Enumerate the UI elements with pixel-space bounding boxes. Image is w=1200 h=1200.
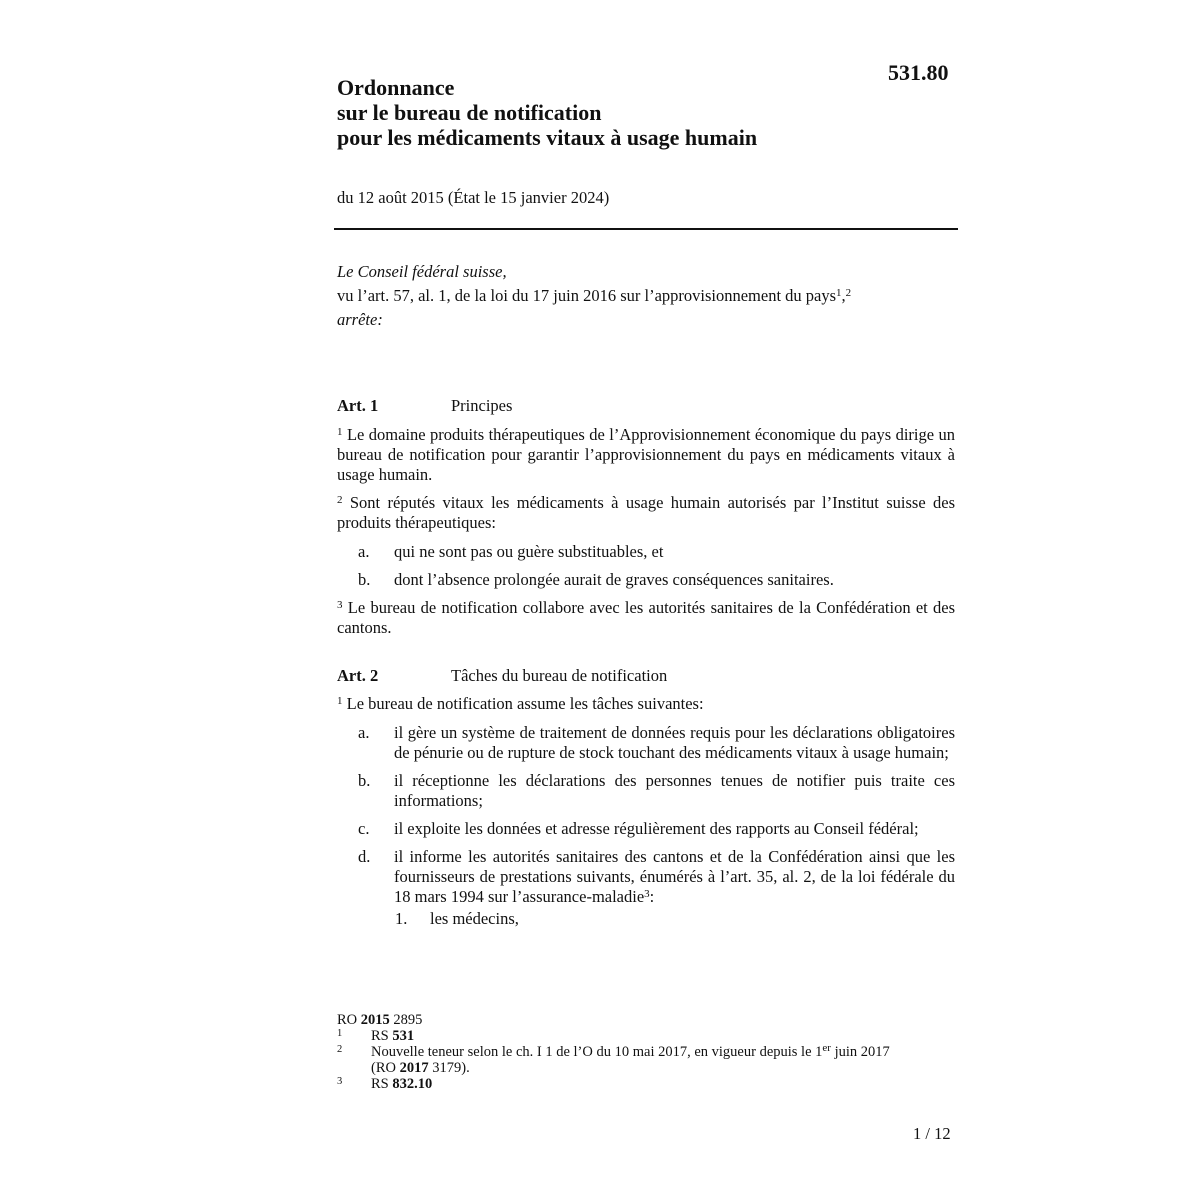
article-2-number: Art. 2 — [337, 666, 379, 685]
paragraph-number: 1 — [337, 426, 343, 438]
list-item-label: a. — [358, 723, 370, 742]
title-line-3: pour les médicaments vitaux à usage humain — [337, 125, 758, 150]
article-1-title: Principes — [451, 396, 513, 415]
preamble-authority: Le Conseil fédéral suisse, — [337, 262, 507, 281]
list-item — [337, 570, 955, 590]
footnote-2 — [337, 1044, 957, 1076]
paragraph-number: 1 — [337, 695, 343, 707]
list-item-label: c. — [358, 819, 370, 838]
footnote-ref-2[interactable]: 2 — [845, 287, 852, 299]
list-item-label: b. — [358, 771, 371, 790]
sub-list-item-text: les médecins, — [430, 909, 519, 928]
article-1-paragraph-3 — [337, 598, 955, 638]
footnote-text: RS — [371, 1028, 389, 1044]
list-item-text-tail: : — [649, 887, 655, 906]
list-item — [337, 819, 955, 839]
footnote-ref-1[interactable]: 1 — [836, 287, 842, 299]
paragraph-text: Le domaine produits thérapeutiques de l’Approvisionnement économique du pays dirige un bureau de notification pour garantir l’approvisionnement du pays en médicaments vitaux à usage humain. — [337, 425, 956, 484]
paragraph-text: Le bureau de notification assume les tâches suivantes: — [346, 694, 704, 713]
list-item-text: qui ne sont pas ou guère substituables, et — [394, 542, 664, 561]
list-item — [337, 542, 955, 562]
list-item-label: a. — [358, 542, 370, 561]
paragraph-number: 2 — [337, 494, 343, 506]
list-item-label: b. — [358, 570, 371, 589]
footnote-number: 1 — [337, 1028, 343, 1039]
footnote-ref-3[interactable]: 3 — [644, 888, 650, 900]
sr-number: 531.80 — [888, 60, 949, 85]
article-1-number: Art. 1 — [337, 396, 379, 415]
sub-list-item — [337, 909, 955, 929]
footnote-3 — [337, 1076, 957, 1092]
ro-year: 2015 — [360, 1012, 390, 1028]
footnote-1 — [337, 1028, 957, 1044]
paragraph-number: 3 — [337, 599, 343, 611]
list-item-text: il informe les autorités sanitaires des cantons et de la Confédération ainsi que les fournisseurs de prestations suivants, énumérés à l’art. 35, al. 2, de la loi fédérale du 18 mars 1994 sur l’assurance-maladie — [394, 847, 955, 906]
list-item — [337, 771, 955, 811]
ordinance-title — [337, 75, 757, 150]
preamble-basis-text: vu l’art. 57, al. 1, de la loi du 17 juin 2016 sur l’approvisionnement du pays — [337, 286, 837, 305]
article-1-heading — [337, 396, 955, 416]
paragraph-text: Sont réputés vitaux les médicaments à usage humain autorisés par l’Institut suisse des produits thérapeutiques: — [337, 493, 955, 532]
list-item — [337, 723, 955, 763]
footnote-text-line2-end: 3179). — [428, 1060, 470, 1076]
article-1-paragraph-2 — [337, 493, 955, 533]
footnote-bold: 832.10 — [392, 1076, 433, 1092]
list-item-text: il réceptionne les déclarations des personnes tenues de notifier puis traite ces informations; — [394, 771, 955, 810]
list-item-text: dont l’absence prolongée aurait de graves conséquences sanitaires. — [394, 570, 834, 589]
list-item — [337, 847, 955, 907]
paragraph-text: Le bureau de notification collabore avec les autorités sanitaires de la Confédération et des cantons. — [337, 598, 956, 637]
footnote-ref-separator: , — [841, 286, 846, 305]
title-divider — [334, 228, 958, 230]
footnote-number: 2 — [337, 1044, 343, 1055]
ro-prefix: RO — [337, 1012, 358, 1028]
footnote-text-line2: (RO — [371, 1060, 400, 1076]
footnote-bold: 2017 — [399, 1060, 429, 1076]
list-item-text: il exploite les données et adresse régulièrement des rapports au Conseil fédéral; — [394, 819, 919, 838]
title-line-1: Ordonnance — [337, 75, 455, 100]
footnote-text: Nouvelle teneur selon le ch. I 1 de l’O du 10 mai 2017, en vigueur depuis le 1 — [371, 1044, 823, 1060]
title-line-2: sur le bureau de notification — [337, 100, 602, 125]
page-number: 1 / 12 — [913, 1124, 951, 1143]
article-2-list — [337, 723, 955, 929]
list-item-label: d. — [358, 847, 371, 866]
article-1-list — [337, 542, 955, 590]
preamble-decree: arrête: — [337, 310, 383, 329]
preamble — [337, 260, 957, 332]
ro-page: 2895 — [393, 1012, 423, 1028]
footnotes — [337, 1012, 957, 1092]
footnote-bold: 531 — [392, 1028, 415, 1044]
ordinance-date: du 12 août 2015 (État le 15 janvier 2024) — [337, 188, 610, 207]
preamble-basis — [337, 284, 957, 308]
article-2-title: Tâches du bureau de notification — [451, 666, 668, 685]
article-1-paragraph-1 — [337, 425, 955, 485]
list-item-text: il gère un système de traitement de données requis pour les déclarations obligatoires de pénurie ou de rupture de stock touchant des médicaments vitaux à usage humain; — [394, 723, 955, 762]
sub-list-item-label: 1. — [395, 909, 408, 928]
footnote-text-cont: juin 2017 — [830, 1044, 890, 1060]
article-2-heading — [337, 666, 955, 686]
footnote-sup: er — [822, 1042, 831, 1054]
footnote-text: RS — [371, 1076, 389, 1092]
ro-reference — [337, 1012, 957, 1028]
footnote-number: 3 — [337, 1076, 343, 1087]
article-2-paragraph-1 — [337, 694, 955, 714]
